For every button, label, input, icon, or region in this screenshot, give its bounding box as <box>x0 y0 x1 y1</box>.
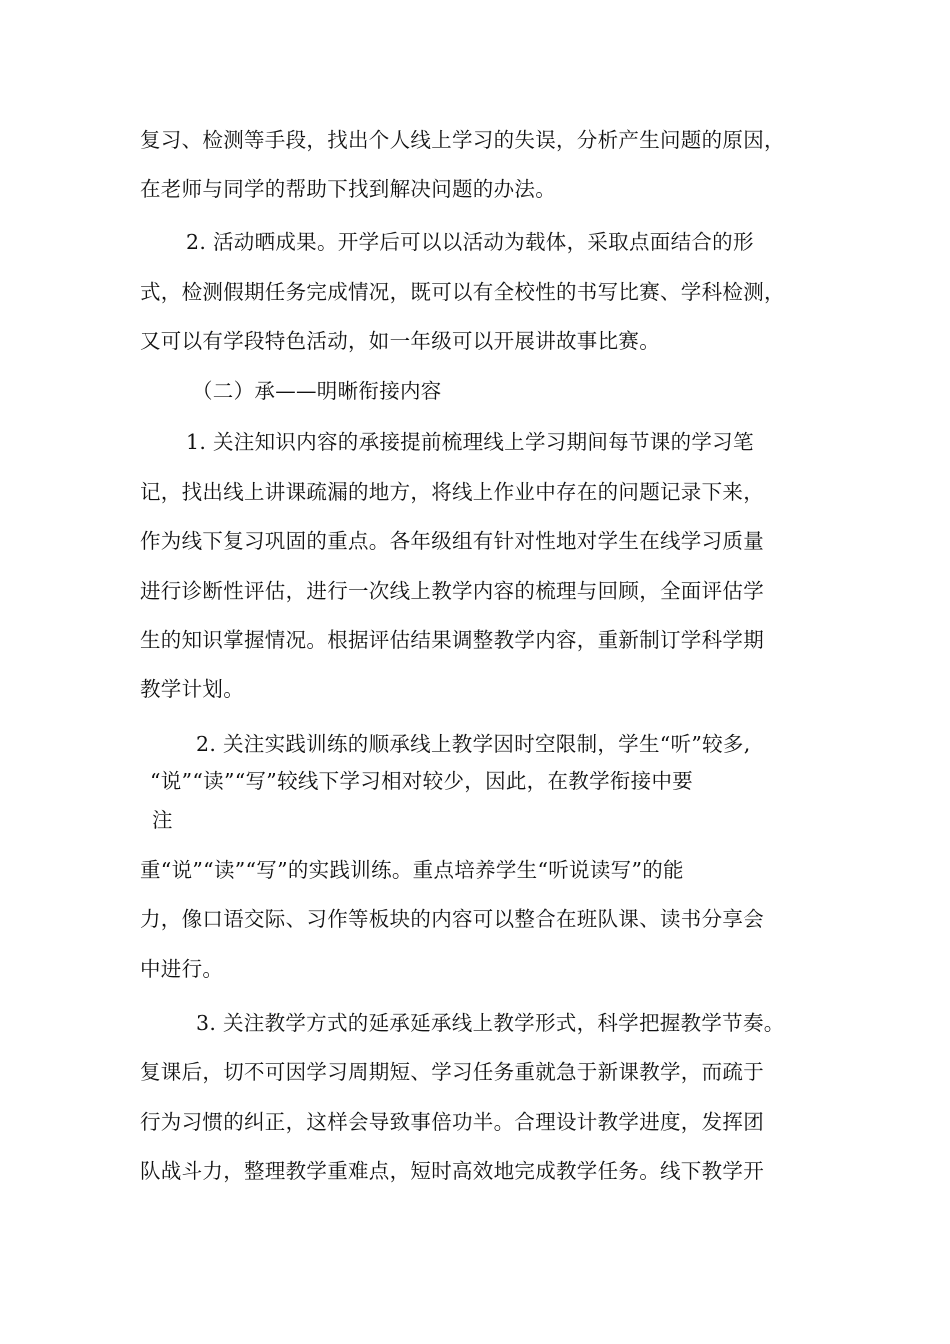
text-line: 3. 关注教学方式的延承延承线上教学形式，科学把握教学节奏。 <box>196 1011 785 1035</box>
text-line: 注 <box>152 808 173 832</box>
section-heading: （二）承——明晰衔接内容 <box>192 379 442 403</box>
text-line: “说”“读”“写”较线下学习相对较少，因此，在教学衔接中要 <box>150 769 694 793</box>
text-line: 力，像口语交际、习作等板块的内容可以整合在班队课、读书分享会 <box>140 907 764 931</box>
text-line: 记，找出线上讲课疏漏的地方，将线上作业中存在的问题记录下来， <box>140 480 764 504</box>
text-line: 复习、检测等手段，找出个人线上学习的失误，分析产生问题的原因， <box>140 128 785 152</box>
text-line: 又可以有学段特色活动，如一年级可以开展讲故事比赛。 <box>140 329 660 353</box>
text-line: 在老师与同学的帮助下找到解决问题的办法。 <box>140 177 556 201</box>
text-line: 复课后，切不可因学习周期短、学习任务重就急于新课教学，而疏于 <box>140 1060 764 1084</box>
text-line: 2. 活动晒成果。开学后可以以活动为载体，采取点面结合的形 <box>186 230 754 254</box>
text-line: 1. 关注知识内容的承接提前梳理线上学习期间每节课的学习笔 <box>186 430 754 454</box>
text-line: 行为习惯的纠正，这样会导致事倍功半。合理设计教学进度，发挥团 <box>140 1110 764 1134</box>
text-line: 教学计划。 <box>140 677 244 701</box>
text-line: 生的知识掌握情况。根据评估结果调整教学内容，重新制订学科学期 <box>140 628 764 652</box>
text-line: 进行诊断性评估，进行一次线上教学内容的梳理与回顾，全面评估学 <box>140 579 764 603</box>
text-line: 重“说”“读”“写”的实践训练。重点培养学生“听说读写”的能 <box>140 858 684 882</box>
text-line: 2. 关注实践训练的顺承线上教学因时空限制，学生“听”较多, <box>196 732 751 756</box>
text-line: 队战斗力，整理教学重难点，短时高效地完成教学任务。线下教学开 <box>140 1159 764 1183</box>
text-line: 中进行。 <box>140 957 224 981</box>
text-line: 作为线下复习巩固的重点。各年级组有针对性地对学生在线学习质量 <box>140 529 764 553</box>
text-line: 式，检测假期任务完成情况，既可以有全校性的书写比赛、学科检测， <box>140 280 785 304</box>
